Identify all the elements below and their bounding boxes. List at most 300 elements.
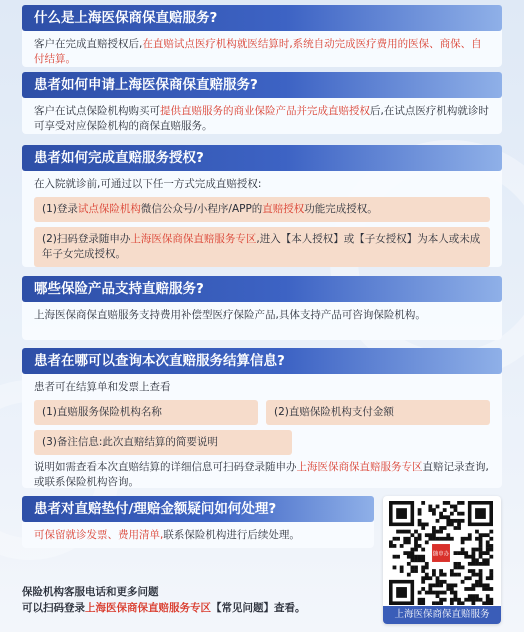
qr-module (475, 562, 479, 566)
qr-module (475, 558, 479, 562)
footer-text: 可以扫码登录 (22, 602, 85, 614)
qr-module (411, 555, 415, 559)
qr-module (403, 537, 407, 541)
qr-module (482, 587, 486, 591)
section-intro: 患者可在结算单和发票上查看 (34, 381, 171, 393)
qr-module (425, 540, 429, 544)
highlight-text: 上海医保商保直赔服务专区 (296, 461, 423, 473)
qr-module (432, 583, 436, 587)
qr-module (436, 601, 440, 605)
qr-module (468, 533, 472, 537)
qr-module (389, 540, 393, 544)
qr-module (457, 566, 461, 570)
section-title: 患者如何申请上海医保商保直赔服务? (22, 72, 502, 98)
qr-module (425, 523, 429, 527)
qr-module (432, 533, 436, 537)
qr-module (489, 555, 493, 559)
qr-module (446, 501, 450, 505)
qr-finder (475, 508, 486, 519)
qr-module (461, 512, 465, 516)
note-text: 说明如需查看本次直赔结算的详细信息可扫码登录随申办 (34, 461, 297, 473)
qr-module (454, 594, 458, 598)
qr-module (450, 505, 454, 509)
qr-module (421, 576, 425, 580)
footer-line (22, 600, 306, 616)
qr-module (400, 566, 404, 570)
qr-module (400, 569, 404, 573)
qr-module (439, 601, 443, 605)
qr-module (489, 530, 493, 534)
qr-module (468, 587, 472, 591)
qr-module (482, 601, 486, 605)
qr-module (418, 519, 422, 523)
qr-module (461, 519, 465, 523)
qr-module (482, 583, 486, 587)
option-text: ,进入【本人授权】或【子女授权】为本人或未成年子女完成授权。 (42, 233, 481, 260)
qr-module (432, 508, 436, 512)
qr-module (428, 587, 432, 591)
qr-module (468, 555, 472, 559)
option-1 (34, 197, 490, 222)
option-2 (34, 227, 490, 267)
qr-module (393, 566, 397, 570)
qr-module (479, 562, 483, 566)
qr-module (414, 548, 418, 552)
qr-module (479, 583, 483, 587)
qr-module (468, 598, 472, 602)
qr-module (461, 551, 465, 555)
qr-module (461, 601, 465, 605)
section-text: 联系保险机构进行后续处理。 (163, 529, 300, 541)
qr-module (393, 555, 397, 559)
qr-module (475, 537, 479, 541)
info-item-2: (2)直赔保险机构支付金额 (266, 400, 490, 425)
qr-module (457, 523, 461, 527)
qr-module (418, 558, 422, 562)
section-what-is (22, 5, 502, 67)
qr-module (414, 530, 418, 534)
qr-module (446, 523, 450, 527)
section-body (22, 374, 502, 496)
qr-module (489, 537, 493, 541)
qr-module (450, 573, 454, 577)
qr-module (468, 576, 472, 580)
qr-module (450, 512, 454, 516)
qr-module (457, 598, 461, 602)
qr-module (471, 601, 475, 605)
qr-module (489, 544, 493, 548)
qr-center-label: 随申办 (432, 551, 450, 558)
qr-module (439, 526, 443, 530)
qr-module (471, 594, 475, 598)
qr-finder (396, 508, 407, 519)
qr-module (461, 537, 465, 541)
qr-module (421, 598, 425, 602)
qr-module (468, 594, 472, 598)
qr-module (439, 591, 443, 595)
qr-module (468, 537, 472, 541)
qr-code[interactable] (389, 501, 495, 605)
qr-module (393, 537, 397, 541)
qr-module (461, 566, 465, 570)
section-how-authorize (22, 145, 502, 267)
qr-module (396, 537, 400, 541)
qr-module (479, 533, 483, 537)
qr-module (475, 598, 479, 602)
qr-module (425, 562, 429, 566)
qr-module (482, 558, 486, 562)
section-body (22, 171, 502, 273)
qr-module (393, 544, 397, 548)
qr-module (436, 583, 440, 587)
note-text: 直赔记录查询,或联系保险机构咨询。 (34, 461, 489, 488)
qr-module (425, 566, 429, 570)
qr-module (479, 555, 483, 559)
qr-module (468, 562, 472, 566)
qr-module (471, 555, 475, 559)
section-which-products (22, 276, 502, 340)
qr-module (403, 551, 407, 555)
qr-module (443, 526, 447, 530)
qr-module (446, 533, 450, 537)
qr-module (428, 583, 432, 587)
qr-module (457, 519, 461, 523)
qr-module (432, 591, 436, 595)
qr-module (414, 544, 418, 548)
qr-module (396, 555, 400, 559)
qr-module (486, 540, 490, 544)
qr-module (432, 526, 436, 530)
qr-module (443, 580, 447, 584)
qr-module (461, 540, 465, 544)
qr-module (479, 576, 483, 580)
section-body (22, 98, 502, 140)
qr-module (479, 540, 483, 544)
info-item-3: (3)备注信息:此次直赔结算的简要说明 (34, 430, 292, 455)
qr-code-card[interactable] (383, 496, 501, 624)
qr-module (454, 526, 458, 530)
qr-module (418, 533, 422, 537)
option-text: (1)登录 (42, 203, 78, 215)
section-text: 客户在试点保险机构购买可 (34, 105, 160, 117)
qr-module (439, 569, 443, 573)
qr-module (428, 533, 432, 537)
footer-note (22, 584, 306, 616)
qr-module (439, 598, 443, 602)
qr-module (414, 537, 418, 541)
qr-module (454, 505, 458, 509)
qr-module (439, 573, 443, 577)
qr-module (421, 526, 425, 530)
section-title: 患者在哪可以查询本次直赔服务结算信息? (22, 348, 502, 374)
qr-module (418, 555, 422, 559)
qr-module (489, 601, 493, 605)
qr-module (446, 515, 450, 519)
qr-module (421, 501, 425, 505)
section-how-apply (22, 72, 502, 134)
qr-module (414, 566, 418, 570)
qr-module (439, 512, 443, 516)
qr-module (411, 569, 415, 573)
qr-module (457, 501, 461, 505)
qr-module (411, 551, 415, 555)
qr-module (436, 580, 440, 584)
qr-module (471, 569, 475, 573)
option-text: 功能完成授权。 (304, 203, 378, 215)
qr-module (464, 537, 468, 541)
qr-module (439, 515, 443, 519)
qr-module (482, 533, 486, 537)
qr-module (407, 573, 411, 577)
qr-module (454, 508, 458, 512)
section-where-query (22, 348, 502, 488)
qr-module (479, 580, 483, 584)
section-text: 客户在完成直赔授权后, (34, 38, 143, 50)
qr-module (418, 591, 422, 595)
qr-module (475, 580, 479, 584)
qr-module (471, 551, 475, 555)
qr-module (418, 512, 422, 516)
footer-line: 保险机构客服电话和更多问题 (22, 586, 159, 598)
qr-module (479, 569, 483, 573)
qr-module (407, 551, 411, 555)
qr-module (432, 512, 436, 516)
qr-module (421, 569, 425, 573)
section-intro: 在入院就诊前,可通过以下任一方式完成直赔授权: (34, 178, 262, 190)
qr-module (432, 569, 436, 573)
qr-module (479, 573, 483, 577)
qr-module (486, 594, 490, 598)
qr-module (436, 519, 440, 523)
qr-module (454, 598, 458, 602)
qr-module (436, 530, 440, 534)
qr-module (450, 519, 454, 523)
qr-module (414, 569, 418, 573)
qr-module (421, 566, 425, 570)
qr-module (428, 508, 432, 512)
qr-module (475, 583, 479, 587)
qr-module (450, 591, 454, 595)
qr-module (411, 548, 415, 552)
qr-module (425, 576, 429, 580)
highlight-text: 上海医保商保直赔服务专区 (85, 602, 211, 614)
qr-module (446, 587, 450, 591)
qr-module (479, 551, 483, 555)
qr-module (436, 505, 440, 509)
qr-module (403, 540, 407, 544)
qr-module (457, 551, 461, 555)
qr-module (446, 537, 450, 541)
qr-module (439, 537, 443, 541)
qr-module (471, 562, 475, 566)
qr-module (418, 508, 422, 512)
qr-module (411, 558, 415, 562)
qr-module (428, 591, 432, 595)
highlight-text: 试点保险机构 (77, 203, 141, 215)
qr-module (471, 587, 475, 591)
section-body (22, 31, 502, 73)
qr-module (479, 537, 483, 541)
qr-module (457, 526, 461, 530)
qr-module (439, 583, 443, 587)
qr-module (486, 583, 490, 587)
footer-text: 【常见问题】查看。 (211, 602, 306, 614)
qr-module (439, 580, 443, 584)
qr-module (421, 580, 425, 584)
qr-module (464, 555, 468, 559)
qr-module (436, 594, 440, 598)
qr-module (479, 548, 483, 552)
qr-module (446, 583, 450, 587)
qr-module (432, 537, 436, 541)
qr-module (486, 598, 490, 602)
option-text: 微信公众号/小程序/APP的 (140, 203, 263, 215)
qr-module (454, 551, 458, 555)
qr-module (454, 519, 458, 523)
qr-module (486, 576, 490, 580)
qr-module (464, 551, 468, 555)
qr-module (486, 533, 490, 537)
highlight-text: 在直赔试点医疗机构就医结算时,系统自动完成医疗费用的医保、商保、自付结算。 (34, 38, 482, 65)
qr-module (450, 601, 454, 605)
qr-module (482, 551, 486, 555)
qr-module (482, 562, 486, 566)
qr-module (436, 591, 440, 595)
qr-module (414, 540, 418, 544)
qr-module (461, 501, 465, 505)
qr-module (475, 594, 479, 598)
section-title: 患者如何完成直赔服务授权? (22, 145, 502, 171)
qr-module (489, 569, 493, 573)
qr-module (432, 573, 436, 577)
qr-module (471, 558, 475, 562)
qr-module (486, 558, 490, 562)
qr-module (400, 530, 404, 534)
qr-module (450, 587, 454, 591)
qr-module (454, 591, 458, 595)
highlight-text: 可保留就诊发票、费用清单, (34, 529, 164, 541)
qr-module (403, 530, 407, 534)
section-dispute (22, 496, 374, 548)
qr-module (407, 537, 411, 541)
qr-module (428, 537, 432, 541)
qr-module (475, 530, 479, 534)
qr-module (464, 576, 468, 580)
qr-module (428, 576, 432, 580)
qr-module (439, 530, 443, 534)
qr-module (454, 562, 458, 566)
section-text: 后,在试点医疗机构就诊时可享受对应保险机构的商保直赔服务。 (34, 105, 489, 132)
qr-module (418, 601, 422, 605)
qr-module (475, 548, 479, 552)
qr-module (443, 508, 447, 512)
qr-module (425, 533, 429, 537)
qr-module (421, 558, 425, 562)
qr-module (450, 598, 454, 602)
qr-module (443, 537, 447, 541)
qr-module (464, 598, 468, 602)
qr-module (489, 576, 493, 580)
qr-module (468, 569, 472, 573)
qr-module (471, 598, 475, 602)
qr-module (457, 512, 461, 516)
qr-module (443, 591, 447, 595)
qr-module (479, 544, 483, 548)
qr-module (443, 598, 447, 602)
qr-module (396, 530, 400, 534)
qr-module (486, 551, 490, 555)
option-text: (2)扫码登录随申办 (42, 233, 131, 245)
qr-module (450, 537, 454, 541)
qr-module (443, 515, 447, 519)
qr-module (421, 587, 425, 591)
qr-module (432, 530, 436, 534)
qr-module (486, 544, 490, 548)
qr-module (486, 562, 490, 566)
qr-module (486, 548, 490, 552)
qr-module (457, 562, 461, 566)
section-title: 哪些保险产品支持直赔服务? (22, 276, 502, 302)
qr-module (454, 583, 458, 587)
qr-module (425, 573, 429, 577)
qr-module (411, 533, 415, 537)
qr-module (418, 537, 422, 541)
qr-module (421, 548, 425, 552)
qr-module (475, 573, 479, 577)
qr-finder (396, 587, 407, 598)
info-item-1: (1)直赔服务保险机构名称 (34, 400, 258, 425)
qr-module (457, 573, 461, 577)
qr-module (454, 573, 458, 577)
option-row (34, 400, 490, 425)
qr-module (425, 591, 429, 595)
qr-module (450, 569, 454, 573)
qr-module (389, 544, 393, 548)
qr-module (436, 537, 440, 541)
qr-module (479, 598, 483, 602)
qr-module (450, 523, 454, 527)
section-note (34, 460, 490, 490)
qr-module (421, 555, 425, 559)
section-body: 上海医保商保直赔服务支持费用补偿型医疗保险产品,具体支持产品可咨询保险机构。 (34, 309, 426, 321)
qr-module (489, 598, 493, 602)
qr-module (411, 566, 415, 570)
qr-module (446, 519, 450, 523)
qr-module (414, 555, 418, 559)
qr-module (414, 558, 418, 562)
highlight-text: 直赔授权 (262, 203, 305, 215)
qr-module (489, 587, 493, 591)
qr-module (418, 598, 422, 602)
qr-module (486, 587, 490, 591)
qr-module (407, 562, 411, 566)
qr-module (471, 548, 475, 552)
qr-module (407, 540, 411, 544)
qr-module (443, 573, 447, 577)
section-title: 患者对直赔垫付/理赔金额疑问如何处理? (22, 496, 374, 522)
qr-module (471, 573, 475, 577)
qr-module (421, 601, 425, 605)
qr-module (432, 601, 436, 605)
qr-module (450, 583, 454, 587)
section-body (22, 522, 374, 549)
qr-module (489, 573, 493, 577)
qr-module (489, 548, 493, 552)
highlight-text: 提供直赔服务的商业保险产品并完成直赔授权 (160, 105, 370, 117)
qr-module (471, 583, 475, 587)
qr-module (454, 566, 458, 570)
qr-module (400, 544, 404, 548)
